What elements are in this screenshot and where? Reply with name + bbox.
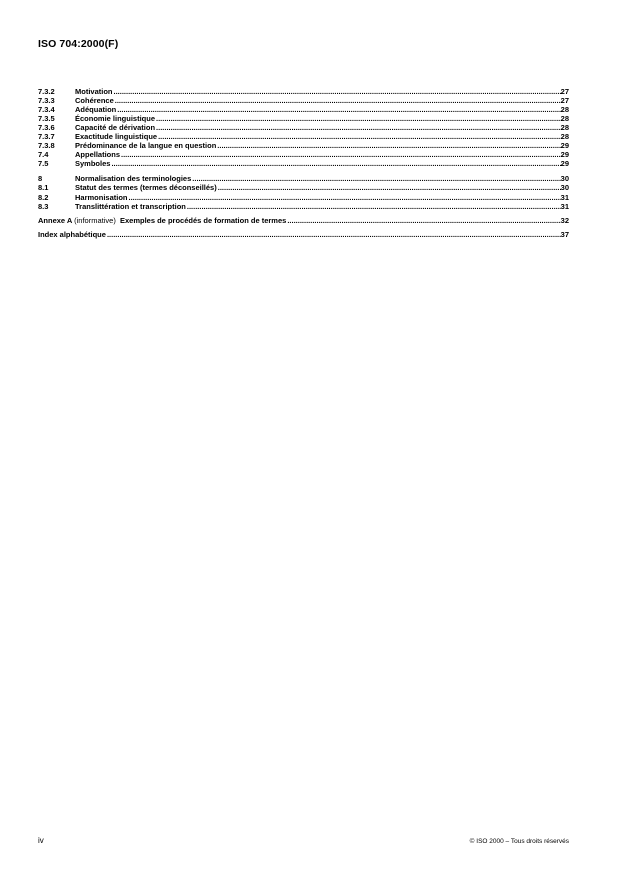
dot-leader (117, 105, 560, 114)
dot-leader (111, 159, 560, 168)
dot-leader (121, 150, 561, 159)
toc-entry-title: Normalisation des terminologies (75, 174, 192, 184)
dot-leader (158, 132, 561, 141)
annex-label: Annexe A (38, 215, 73, 225)
toc-entry-page: 28 (560, 123, 569, 133)
table-of-contents (38, 87, 569, 239)
toc-entry-page: 29 (560, 141, 569, 151)
toc-entry-title: Index alphabétique (38, 229, 106, 239)
toc-entry-number: 7.4 (38, 150, 49, 160)
annex-qualifier: (informative) (74, 215, 116, 225)
dot-leader (114, 87, 561, 96)
dot-leader (156, 123, 561, 132)
dot-leader (115, 96, 561, 105)
toc-entry-page: 30 (560, 183, 569, 193)
toc-entry-page: 27 (560, 87, 569, 96)
toc-entry-page: 28 (560, 132, 569, 142)
toc-entry-number: 8.1 (38, 183, 49, 193)
dot-leader (129, 193, 561, 202)
dot-leader (287, 216, 560, 225)
toc-entry-page: 30 (560, 174, 569, 184)
document-header: ISO 704:2000(F) (38, 38, 119, 50)
toc-entry[interactable] (38, 105, 569, 114)
toc-annex-heading (38, 216, 286, 225)
toc-entry[interactable] (38, 202, 569, 211)
toc-entry-title: Appellations (75, 150, 121, 160)
toc-entry-title: Harmonisation (75, 192, 128, 202)
toc-entry-number: 7.3.4 (38, 105, 55, 115)
dot-leader (218, 183, 561, 192)
toc-entry-page: 28 (560, 105, 569, 115)
toc-entry-page: 31 (560, 201, 569, 211)
toc-entry-page: 37 (560, 229, 569, 239)
toc-entry-index[interactable] (38, 230, 569, 239)
toc-entry[interactable] (38, 87, 569, 96)
toc-entry-number: 8 (38, 174, 43, 184)
toc-entry-number: 7.3.8 (38, 141, 55, 151)
toc-entry-title: Exactitude linguistique (75, 132, 158, 142)
toc-entry-page: 31 (560, 192, 569, 202)
toc-entry[interactable] (38, 150, 569, 159)
toc-entry[interactable] (38, 141, 569, 150)
toc-entry-page: 29 (560, 159, 569, 169)
toc-entry-annex[interactable] (38, 216, 569, 225)
toc-entry[interactable] (38, 183, 569, 192)
dot-leader (192, 174, 560, 183)
toc-entry-title: Statut des termes (termes déconseillés) (75, 183, 217, 193)
dot-leader (156, 114, 561, 123)
toc-entry-page: 27 (560, 96, 569, 106)
toc-entry-page: 32 (560, 215, 569, 225)
toc-entry-number: 7.3.7 (38, 132, 55, 142)
toc-entry-number: 7.3.2 (38, 87, 55, 96)
toc-entry-title: Économie linguistique (75, 114, 156, 124)
toc-entry[interactable] (38, 159, 569, 168)
toc-entry[interactable] (38, 114, 569, 123)
dot-leader (217, 141, 560, 150)
toc-entry[interactable] (38, 96, 569, 105)
toc-entry-number: 7.3.3 (38, 96, 55, 106)
toc-entry-title: Translittération et transcription (75, 201, 186, 211)
toc-entry-title: Motivation (75, 87, 113, 96)
toc-entry-number: 8.2 (38, 192, 49, 202)
toc-entry-title: Capacité de dérivation (75, 123, 156, 133)
dot-leader (107, 230, 561, 239)
toc-entry-title: Cohérence (75, 96, 114, 106)
toc-entry-page: 28 (560, 114, 569, 124)
copyright-notice: © ISO 2000 – Tous droits réservés (469, 838, 569, 845)
toc-entry-number: 7.3.5 (38, 114, 55, 124)
toc-entry-title: Prédominance de la langue en question (75, 141, 217, 151)
toc-entry-title: Symboles (75, 159, 111, 169)
dot-leader (187, 202, 561, 211)
toc-entry-number: 8.3 (38, 201, 49, 211)
toc-entry-number: 7.3.6 (38, 123, 55, 133)
annex-title: Exemples de procédés de formation de termes (120, 215, 287, 225)
toc-entry[interactable] (38, 123, 569, 132)
toc-entry[interactable] (38, 193, 569, 202)
toc-entry-number: 7.5 (38, 159, 49, 169)
toc-entry[interactable] (38, 174, 569, 183)
toc-entry-title: Adéquation (75, 105, 117, 115)
toc-entry[interactable] (38, 132, 569, 141)
toc-entry-page: 29 (560, 150, 569, 160)
page-number: iv (38, 836, 44, 845)
